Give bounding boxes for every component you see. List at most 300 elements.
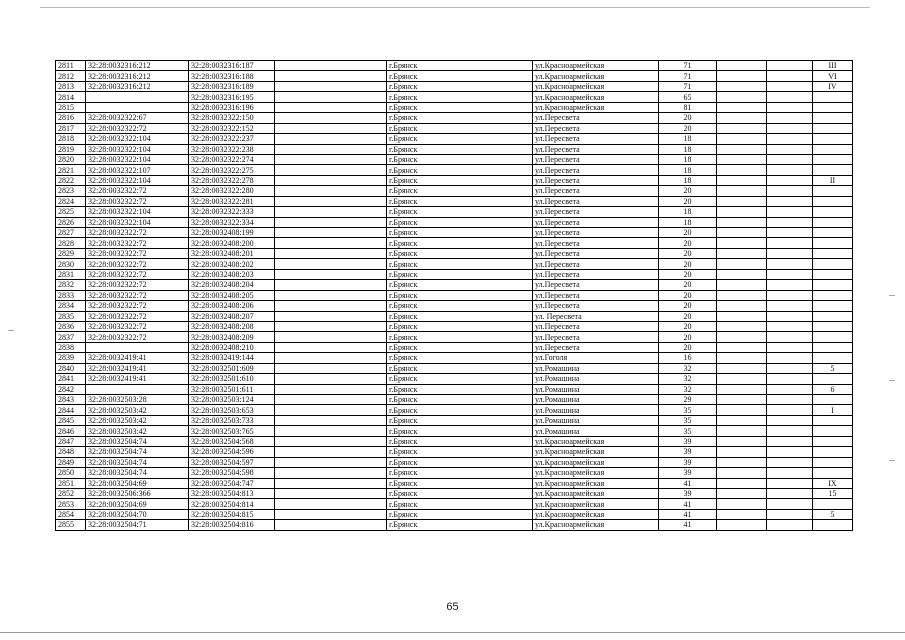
cell-empty bbox=[767, 186, 813, 196]
cell-premises-number bbox=[813, 311, 853, 321]
table-row bbox=[56, 280, 853, 290]
table-row bbox=[56, 405, 853, 415]
table-row bbox=[56, 92, 853, 102]
cell-street: ул.Красноармейская bbox=[533, 509, 659, 519]
cell-street: ул.Пересвета bbox=[533, 175, 659, 185]
cell-object-cadastral-number: 32:28:0032322:334 bbox=[189, 217, 275, 227]
cell-empty bbox=[275, 71, 387, 81]
cell-house-number: 71 bbox=[659, 61, 717, 71]
cell-empty bbox=[767, 165, 813, 175]
cell-land-cadastral-number: 32:28:0032322:72 bbox=[86, 123, 189, 133]
cell-city: г.Брянск bbox=[387, 259, 533, 269]
table-row bbox=[56, 165, 853, 175]
cell-city: г.Брянск bbox=[387, 342, 533, 352]
cell-city: г.Брянск bbox=[387, 269, 533, 279]
cell-city: г.Брянск bbox=[387, 154, 533, 164]
cell-city: г.Брянск bbox=[387, 415, 533, 425]
table-row bbox=[56, 134, 853, 144]
cell-empty bbox=[275, 61, 387, 71]
cell-object-cadastral-number: 32:28:0032504:568 bbox=[189, 436, 275, 446]
cell-empty bbox=[717, 405, 767, 415]
cell-row-number: 2854 bbox=[56, 509, 86, 519]
cell-row-number: 2827 bbox=[56, 228, 86, 238]
cell-city: г.Брянск bbox=[387, 499, 533, 509]
cell-land-cadastral-number: 32:28:0032419:41 bbox=[86, 353, 189, 363]
cell-city: г.Брянск bbox=[387, 478, 533, 488]
cell-premises-number bbox=[813, 248, 853, 258]
cell-land-cadastral-number: 32:28:0032316:212 bbox=[86, 71, 189, 81]
cell-empty bbox=[275, 144, 387, 154]
cell-empty bbox=[767, 81, 813, 91]
cell-row-number: 2820 bbox=[56, 154, 86, 164]
cell-empty bbox=[275, 436, 387, 446]
cell-row-number: 2853 bbox=[56, 499, 86, 509]
table-row bbox=[56, 175, 853, 185]
cell-row-number: 2816 bbox=[56, 113, 86, 123]
cell-empty bbox=[717, 92, 767, 102]
cell-row-number: 2836 bbox=[56, 321, 86, 331]
cell-object-cadastral-number: 32:28:0032322:275 bbox=[189, 165, 275, 175]
cell-land-cadastral-number: 32:28:0032322:72 bbox=[86, 301, 189, 311]
cell-empty bbox=[275, 134, 387, 144]
cell-premises-number: 5 bbox=[813, 363, 853, 373]
cell-empty bbox=[717, 520, 767, 530]
cell-empty bbox=[717, 301, 767, 311]
cell-empty bbox=[275, 259, 387, 269]
cell-empty bbox=[767, 290, 813, 300]
cell-street: ул.Пересвета bbox=[533, 165, 659, 175]
cell-row-number: 2840 bbox=[56, 363, 86, 373]
cell-empty bbox=[767, 363, 813, 373]
cell-row-number: 2830 bbox=[56, 259, 86, 269]
cell-land-cadastral-number: 32:28:0032504:74 bbox=[86, 468, 189, 478]
cell-row-number: 2814 bbox=[56, 92, 86, 102]
cell-premises-number bbox=[813, 301, 853, 311]
cell-object-cadastral-number: 32:28:0032408:210 bbox=[189, 342, 275, 352]
cell-street: ул.Пересвета bbox=[533, 290, 659, 300]
cell-premises-number bbox=[813, 426, 853, 436]
cell-empty bbox=[717, 71, 767, 81]
cell-house-number: 35 bbox=[659, 426, 717, 436]
cell-premises-number bbox=[813, 290, 853, 300]
cell-house-number: 71 bbox=[659, 71, 717, 81]
cell-object-cadastral-number: 32:28:0032503:733 bbox=[189, 415, 275, 425]
cell-empty bbox=[717, 81, 767, 91]
cell-street: ул.Красноармейская bbox=[533, 457, 659, 467]
cell-premises-number bbox=[813, 499, 853, 509]
cell-street: ул.Пересвета bbox=[533, 134, 659, 144]
cell-house-number: 18 bbox=[659, 154, 717, 164]
cell-empty bbox=[767, 478, 813, 488]
cell-city: г.Брянск bbox=[387, 447, 533, 457]
cell-empty bbox=[767, 269, 813, 279]
cell-street: ул.Пересвета bbox=[533, 228, 659, 238]
table-row bbox=[56, 154, 853, 164]
cell-street: ул.Ромашина bbox=[533, 426, 659, 436]
cell-empty bbox=[767, 123, 813, 133]
cell-empty bbox=[717, 217, 767, 227]
cell-row-number: 2819 bbox=[56, 144, 86, 154]
cell-empty bbox=[717, 363, 767, 373]
cell-empty bbox=[275, 92, 387, 102]
cell-city: г.Брянск bbox=[387, 301, 533, 311]
table-row bbox=[56, 353, 853, 363]
cell-empty bbox=[275, 342, 387, 352]
cell-empty bbox=[717, 332, 767, 342]
cell-premises-number bbox=[813, 447, 853, 457]
cell-city: г.Брянск bbox=[387, 280, 533, 290]
cell-land-cadastral-number: 32:28:0032322:72 bbox=[86, 186, 189, 196]
cell-premises-number bbox=[813, 395, 853, 405]
cell-city: г.Брянск bbox=[387, 520, 533, 530]
cell-premises-number bbox=[813, 186, 853, 196]
cell-empty bbox=[275, 353, 387, 363]
cell-empty bbox=[275, 248, 387, 258]
cell-empty bbox=[717, 468, 767, 478]
table-row bbox=[56, 374, 853, 384]
cell-city: г.Брянск bbox=[387, 395, 533, 405]
cell-premises-number: IV bbox=[813, 81, 853, 91]
cell-empty bbox=[275, 499, 387, 509]
cell-city: г.Брянск bbox=[387, 81, 533, 91]
cell-premises-number: IX bbox=[813, 478, 853, 488]
cell-house-number: 32 bbox=[659, 384, 717, 394]
cell-land-cadastral-number: 32:28:0032322:72 bbox=[86, 311, 189, 321]
cell-city: г.Брянск bbox=[387, 102, 533, 112]
scan-edge-mark bbox=[889, 295, 895, 296]
cell-row-number: 2855 bbox=[56, 520, 86, 530]
cell-premises-number: III bbox=[813, 61, 853, 71]
cell-house-number: 20 bbox=[659, 196, 717, 206]
table-row bbox=[56, 332, 853, 342]
cell-empty bbox=[275, 165, 387, 175]
cell-empty bbox=[767, 71, 813, 81]
cell-empty bbox=[767, 102, 813, 112]
cell-city: г.Брянск bbox=[387, 321, 533, 331]
cell-house-number: 18 bbox=[659, 207, 717, 217]
cell-premises-number bbox=[813, 207, 853, 217]
cell-premises-number bbox=[813, 321, 853, 331]
cell-empty bbox=[767, 175, 813, 185]
cell-empty bbox=[275, 468, 387, 478]
cell-row-number: 2821 bbox=[56, 165, 86, 175]
cell-empty bbox=[275, 301, 387, 311]
cell-city: г.Брянск bbox=[387, 71, 533, 81]
cell-object-cadastral-number: 32:28:0032316:189 bbox=[189, 81, 275, 91]
cell-street: ул.Пересвета bbox=[533, 113, 659, 123]
cell-row-number: 2835 bbox=[56, 311, 86, 321]
table-row bbox=[56, 499, 853, 509]
cell-object-cadastral-number: 32:28:0032504:747 bbox=[189, 478, 275, 488]
cell-empty bbox=[767, 154, 813, 164]
cell-empty bbox=[717, 238, 767, 248]
cell-street: ул.Пересвета bbox=[533, 321, 659, 331]
cell-empty bbox=[767, 447, 813, 457]
table-row bbox=[56, 186, 853, 196]
cell-street: ул.Гоголя bbox=[533, 353, 659, 363]
cell-empty bbox=[275, 488, 387, 498]
cell-object-cadastral-number: 32:28:0032322:274 bbox=[189, 154, 275, 164]
cell-empty bbox=[275, 154, 387, 164]
cell-empty bbox=[275, 311, 387, 321]
cell-street: ул.Красноармейская bbox=[533, 520, 659, 530]
cell-empty bbox=[767, 196, 813, 206]
cell-object-cadastral-number: 32:28:0032501:609 bbox=[189, 363, 275, 373]
cell-row-number: 2842 bbox=[56, 384, 86, 394]
cell-house-number: 65 bbox=[659, 92, 717, 102]
cell-premises-number bbox=[813, 217, 853, 227]
cell-empty bbox=[767, 395, 813, 405]
cell-empty bbox=[275, 280, 387, 290]
cell-land-cadastral-number: 32:28:0032322:104 bbox=[86, 207, 189, 217]
cell-land-cadastral-number bbox=[86, 102, 189, 112]
cell-empty bbox=[717, 113, 767, 123]
cell-land-cadastral-number: 32:28:0032316:212 bbox=[86, 81, 189, 91]
cell-object-cadastral-number: 32:28:0032504:597 bbox=[189, 457, 275, 467]
cell-land-cadastral-number: 32:28:0032322:72 bbox=[86, 290, 189, 300]
cell-object-cadastral-number: 32:28:0032408:199 bbox=[189, 228, 275, 238]
table-row bbox=[56, 259, 853, 269]
cell-row-number: 2818 bbox=[56, 134, 86, 144]
cell-premises-number bbox=[813, 280, 853, 290]
cell-city: г.Брянск bbox=[387, 134, 533, 144]
cell-land-cadastral-number: 32:28:0032503:42 bbox=[86, 426, 189, 436]
cell-premises-number bbox=[813, 102, 853, 112]
cell-premises-number: VI bbox=[813, 71, 853, 81]
registry-table-body bbox=[56, 61, 853, 531]
cell-empty bbox=[275, 238, 387, 248]
cell-house-number: 32 bbox=[659, 363, 717, 373]
table-row bbox=[56, 520, 853, 530]
cell-land-cadastral-number: 32:28:0032322:72 bbox=[86, 228, 189, 238]
cell-house-number: 20 bbox=[659, 321, 717, 331]
table-row bbox=[56, 238, 853, 248]
cell-object-cadastral-number: 32:28:0032322:238 bbox=[189, 144, 275, 154]
cell-house-number: 41 bbox=[659, 509, 717, 519]
cell-empty bbox=[275, 415, 387, 425]
cell-empty bbox=[717, 447, 767, 457]
table-row bbox=[56, 228, 853, 238]
cell-empty bbox=[717, 374, 767, 384]
cell-city: г.Брянск bbox=[387, 374, 533, 384]
cell-house-number: 20 bbox=[659, 269, 717, 279]
cell-city: г.Брянск bbox=[387, 144, 533, 154]
cell-object-cadastral-number: 32:28:0032408:204 bbox=[189, 280, 275, 290]
cell-empty bbox=[717, 311, 767, 321]
cell-street: ул.Пересвета bbox=[533, 280, 659, 290]
cell-house-number: 29 bbox=[659, 395, 717, 405]
cell-empty bbox=[767, 301, 813, 311]
cell-empty bbox=[275, 217, 387, 227]
cell-house-number: 39 bbox=[659, 436, 717, 446]
table-row bbox=[56, 61, 853, 71]
cell-city: г.Брянск bbox=[387, 186, 533, 196]
cell-premises-number bbox=[813, 228, 853, 238]
cell-empty bbox=[717, 269, 767, 279]
cell-empty bbox=[275, 405, 387, 415]
cell-empty bbox=[275, 123, 387, 133]
cell-row-number: 2845 bbox=[56, 415, 86, 425]
cell-house-number: 20 bbox=[659, 186, 717, 196]
cell-street: ул.Красноармейская bbox=[533, 488, 659, 498]
cell-empty bbox=[767, 311, 813, 321]
cell-city: г.Брянск bbox=[387, 488, 533, 498]
cell-row-number: 2825 bbox=[56, 207, 86, 217]
cell-empty bbox=[717, 415, 767, 425]
cell-house-number: 20 bbox=[659, 332, 717, 342]
cell-street: ул.Красноармейская bbox=[533, 447, 659, 457]
cell-premises-number bbox=[813, 342, 853, 352]
table-row bbox=[56, 457, 853, 467]
cell-row-number: 2849 bbox=[56, 457, 86, 467]
cell-land-cadastral-number: 32:28:0032322:72 bbox=[86, 332, 189, 342]
cell-street: ул. Пересвета bbox=[533, 311, 659, 321]
cell-house-number: 32 bbox=[659, 374, 717, 384]
cell-empty bbox=[717, 395, 767, 405]
cell-empty bbox=[767, 488, 813, 498]
cell-object-cadastral-number: 32:28:0032504:598 bbox=[189, 468, 275, 478]
cell-empty bbox=[717, 228, 767, 238]
table-row bbox=[56, 488, 853, 498]
scan-edge-mark bbox=[889, 460, 895, 461]
scan-edge-mark bbox=[8, 330, 14, 331]
cell-city: г.Брянск bbox=[387, 238, 533, 248]
table-row bbox=[56, 415, 853, 425]
cell-empty bbox=[275, 175, 387, 185]
cell-land-cadastral-number: 32:28:0032322:72 bbox=[86, 238, 189, 248]
scan-edge-mark bbox=[889, 380, 895, 381]
cell-object-cadastral-number: 32:28:0032504:814 bbox=[189, 499, 275, 509]
cell-house-number: 20 bbox=[659, 228, 717, 238]
page-number: 65 bbox=[446, 601, 459, 613]
cell-empty bbox=[767, 332, 813, 342]
cell-land-cadastral-number: 32:28:0032503:42 bbox=[86, 405, 189, 415]
table-row bbox=[56, 342, 853, 352]
cell-empty bbox=[767, 113, 813, 123]
cell-object-cadastral-number: 32:28:0032322:333 bbox=[189, 207, 275, 217]
cell-empty bbox=[275, 509, 387, 519]
cell-empty bbox=[275, 374, 387, 384]
cell-object-cadastral-number: 32:28:0032419:144 bbox=[189, 353, 275, 363]
cell-land-cadastral-number: 32:28:0032322:104 bbox=[86, 154, 189, 164]
cell-empty bbox=[717, 186, 767, 196]
cell-land-cadastral-number: 32:28:0032419:41 bbox=[86, 363, 189, 373]
cell-premises-number bbox=[813, 123, 853, 133]
table-row bbox=[56, 81, 853, 91]
cell-empty bbox=[275, 447, 387, 457]
cell-land-cadastral-number: 32:28:0032504:69 bbox=[86, 499, 189, 509]
cell-empty bbox=[717, 457, 767, 467]
cell-object-cadastral-number: 32:28:0032408:200 bbox=[189, 238, 275, 248]
cell-row-number: 2824 bbox=[56, 196, 86, 206]
cell-empty bbox=[767, 134, 813, 144]
cell-premises-number bbox=[813, 259, 853, 269]
cell-street: ул.Ромашина bbox=[533, 415, 659, 425]
cell-object-cadastral-number: 32:28:0032408:205 bbox=[189, 290, 275, 300]
cell-empty bbox=[717, 426, 767, 436]
cell-house-number: 39 bbox=[659, 468, 717, 478]
cell-street: ул.Пересвета bbox=[533, 144, 659, 154]
cell-premises-number: II bbox=[813, 175, 853, 185]
cell-empty bbox=[275, 332, 387, 342]
cell-row-number: 2815 bbox=[56, 102, 86, 112]
table-row bbox=[56, 468, 853, 478]
cell-land-cadastral-number: 32:28:0032504:69 bbox=[86, 478, 189, 488]
cell-row-number: 2832 bbox=[56, 280, 86, 290]
cell-row-number: 2847 bbox=[56, 436, 86, 446]
cell-city: г.Брянск bbox=[387, 196, 533, 206]
cell-empty bbox=[767, 374, 813, 384]
cell-empty bbox=[767, 217, 813, 227]
cell-row-number: 2838 bbox=[56, 342, 86, 352]
cell-empty bbox=[717, 61, 767, 71]
table-row bbox=[56, 395, 853, 405]
cell-object-cadastral-number: 32:28:0032501:611 bbox=[189, 384, 275, 394]
cell-row-number: 2841 bbox=[56, 374, 86, 384]
cell-object-cadastral-number: 32:28:0032316:188 bbox=[189, 71, 275, 81]
cell-empty bbox=[717, 509, 767, 519]
cell-land-cadastral-number: 32:28:0032322:72 bbox=[86, 280, 189, 290]
cell-city: г.Брянск bbox=[387, 457, 533, 467]
cell-object-cadastral-number: 32:28:0032504:816 bbox=[189, 520, 275, 530]
cell-house-number: 20 bbox=[659, 238, 717, 248]
cell-empty bbox=[767, 259, 813, 269]
cell-land-cadastral-number: 32:28:0032322:72 bbox=[86, 269, 189, 279]
cell-street: ул.Пересвета bbox=[533, 269, 659, 279]
cell-empty bbox=[717, 259, 767, 269]
cell-premises-number: 5 bbox=[813, 509, 853, 519]
cell-premises-number bbox=[813, 196, 853, 206]
cell-premises-number bbox=[813, 144, 853, 154]
table-row bbox=[56, 436, 853, 446]
cell-empty bbox=[767, 405, 813, 415]
cell-street: ул.Пересвета bbox=[533, 154, 659, 164]
cell-land-cadastral-number: 32:28:0032504:70 bbox=[86, 509, 189, 519]
cell-row-number: 2811 bbox=[56, 61, 86, 71]
cell-empty bbox=[717, 207, 767, 217]
cell-empty bbox=[275, 290, 387, 300]
cell-empty bbox=[767, 415, 813, 425]
cell-empty bbox=[275, 228, 387, 238]
cell-empty bbox=[767, 353, 813, 363]
cell-empty bbox=[717, 196, 767, 206]
cell-row-number: 2831 bbox=[56, 269, 86, 279]
cell-premises-number bbox=[813, 468, 853, 478]
table-row bbox=[56, 426, 853, 436]
cell-street: ул.Пересвета bbox=[533, 238, 659, 248]
cell-city: г.Брянск bbox=[387, 311, 533, 321]
cell-house-number: 20 bbox=[659, 342, 717, 352]
cell-object-cadastral-number: 32:28:0032322:237 bbox=[189, 134, 275, 144]
cell-empty bbox=[767, 321, 813, 331]
cell-empty bbox=[275, 426, 387, 436]
cell-city: г.Брянск bbox=[387, 290, 533, 300]
cell-street: ул.Ромашина bbox=[533, 405, 659, 415]
cell-city: г.Брянск bbox=[387, 405, 533, 415]
cell-row-number: 2852 bbox=[56, 488, 86, 498]
cell-object-cadastral-number: 32:28:0032408:201 bbox=[189, 248, 275, 258]
table-row bbox=[56, 290, 853, 300]
cell-empty bbox=[767, 499, 813, 509]
cell-premises-number bbox=[813, 457, 853, 467]
cell-premises-number bbox=[813, 238, 853, 248]
cell-empty bbox=[717, 478, 767, 488]
cell-street: ул.Красноармейская bbox=[533, 81, 659, 91]
cell-row-number: 2848 bbox=[56, 447, 86, 457]
cell-street: ул.Пересвета bbox=[533, 186, 659, 196]
table-row bbox=[56, 123, 853, 133]
cell-city: г.Брянск bbox=[387, 217, 533, 227]
